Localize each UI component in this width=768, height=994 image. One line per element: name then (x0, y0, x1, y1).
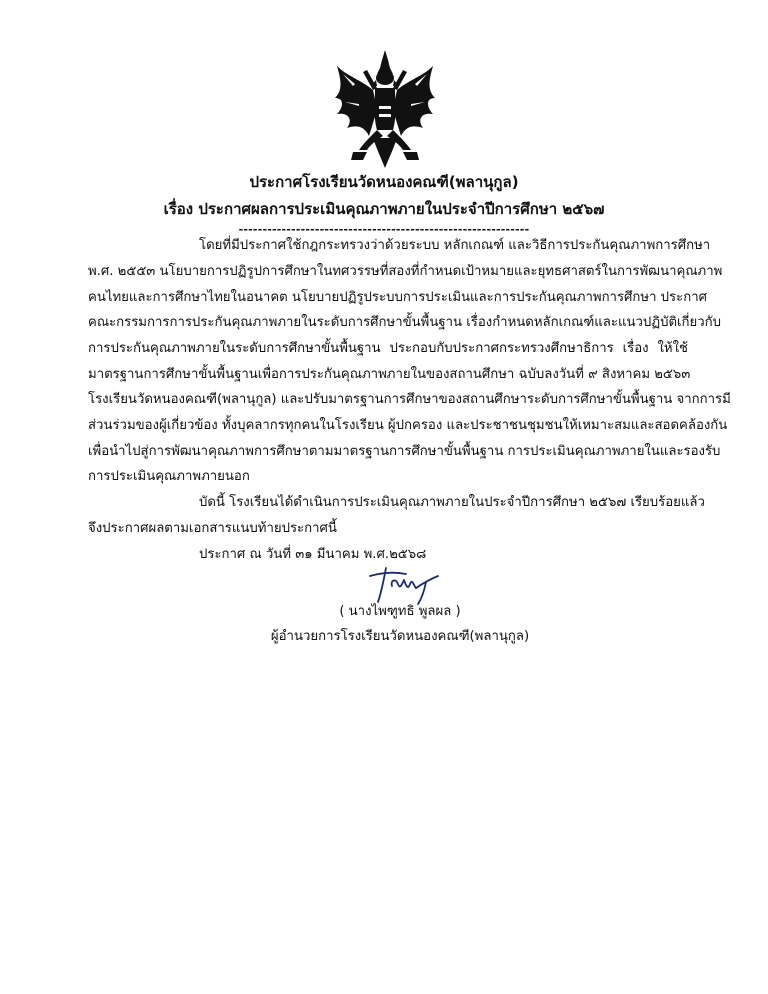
announcement-date: ประกาศ ณ วันที่ ๓๑ มีนาคม พ.ศ.๒๕๖๘ (199, 547, 427, 562)
divider-line: ------------------------------------------------------------- (238, 224, 530, 236)
body-line: ส่วนร่วมของผู้เกี่ยวข้อง ทั้งบุคลากรทุกคนในโรงเรียน ผู้ปกครอง และประชาชนชุมชนให้เหมาะสมและสอดคล้องกัน (88, 418, 728, 433)
announcement-subject: เรื่อง ประกาศผลการประเมินคุณภาพภายในประจำปีการศึกษา ๒๕๖๗ (163, 200, 605, 218)
body-line: การประกันคุณภาพภายในระดับการศึกษาขั้นพื้นฐาน ประกอบกับประกาศกระทรวงศึกษาธิการ เรื่อง ให้ใช้ (88, 341, 688, 356)
body-line: จึงประกาศผลตามเอกสารแนบท้ายประกาศนี้ (88, 521, 337, 536)
signer-name: ( นางไพฑูทธิ พูลผล ) (339, 604, 461, 619)
body-line: คนไทยและการศึกษาไทยในอนาคต นโยบายปฏิรูประบบการประเมินและการประกันคุณภาพการศึกษา ประกาศ (88, 290, 707, 305)
garuda-emblem (333, 50, 437, 168)
signer-position: ผู้อำนวยการโรงเรียนวัดหนองคณฑี(พลานุกูล) (270, 629, 530, 644)
body-line: โดยที่มีประกาศใช้กฎกระทรวงว่าด้วยระบบ หลักเกณฑ์ และวิธีการประกันคุณภาพการศึกษา (199, 238, 711, 253)
announcement-title: ประกาศโรงเรียนวัดหนองคณฑี(พลานุกูล) (249, 173, 519, 191)
body-line: พ.ศ. ๒๕๕๓ นโยบายการปฏิรูปการศึกษาในทศวรรษที่สองที่กำหนดเป้าหมายและยุทธศาสตร์ในการพัฒนาคุณภาพ (88, 264, 723, 279)
handwritten-signature (366, 562, 444, 606)
body-line: การประเมินคุณภาพภายนอก (88, 469, 250, 484)
body-line: บัดนี้ โรงเรียนได้ดำเนินการประเมินคุณภาพภายในประจำปีการศึกษา ๒๕๖๗ เรียบร้อยแล้ว (199, 495, 705, 510)
body-line: คณะกรรมการการประกันคุณภาพภายในระดับการศึกษาขั้นพื้นฐาน เรื่องกำหนดหลักเกณฑ์และแนวปฏิบัติเกี่ยวกับ (88, 315, 722, 330)
body-line: โรงเรียนวัดหนองคณฑี(พลานุกูล) และปรับมาตรฐานการศึกษาของสถานศึกษาระดับการศึกษาขั้นพื้นฐาน จากการมี (88, 392, 731, 407)
body-line: มาตรฐานการศึกษาขั้นพื้นฐานเพื่อการประกันคุณภาพภายในของสถานศึกษา ฉบับลงวันที่ ๙ สิงหาคม ๒๕๖๓ (88, 367, 691, 382)
body-line: เพื่อนำไปสู่การพัฒนาคุณภาพการศึกษาตามมาตรฐานการศึกษาขั้นพื้นฐาน การประเมินคุณภาพภายในและรองรับ (88, 444, 721, 459)
